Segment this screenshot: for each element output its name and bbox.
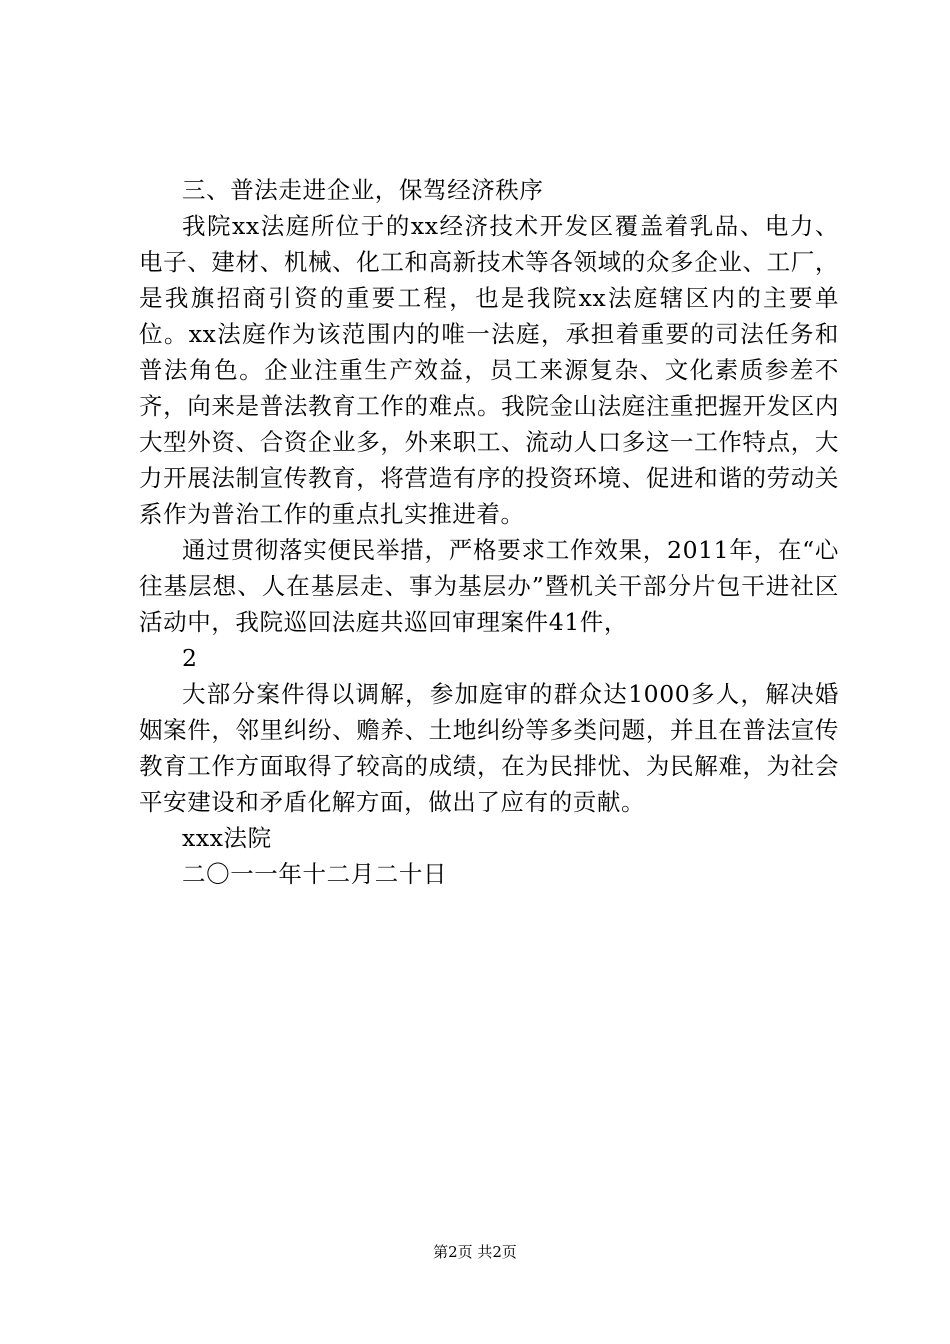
document-date: 二〇一一年十二月二十日 [182,860,448,888]
signature: xxx法院 [182,824,272,852]
page-marker: 2 [182,644,198,672]
section-heading: 三、普法走进企业，保驾经济秩序 [182,176,544,204]
paragraph-development-zone: 我院xx法庭所位于的xx经济技术开发区覆盖着乳品、电力、电子、建材、机械、化工和高新技术等各领域的众多企业、工厂，是我旗招商引资的重要工程，也是我院xx法庭辖区内的主要单位。xx法庭作为该范围内的唯一法庭，承担着重要的司法任务和普法角色。企业注重生产效益，员工来源复杂、文化素质参差不齐，向来是普法教育工作的难点。我院金山法庭注重把握开发区内大型外资、合资企业多，外来职工、流动人口多这一工作特点，大力开展法制宣传教育，将营造有序的投资环境、促进和谐的劳动关系作为普治工作的重点扎实推进着。 [139,212,839,528]
page-footer: 第2页 共2页 [433,1243,517,1261]
paragraph-circuit-court: 通过贯彻落实便民举措，严格要求工作效果，2011年，在“心往基层想、人在基层走、事为基层办”暨机关干部分片包干进社区活动中，我院巡回法庭共巡回审理案件41件， [139,536,839,636]
document-body [139,172,839,892]
paragraph-results: 大部分案件得以调解，参加庭审的群众达1000多人，解决婚姻案件，邻里纠纷、赡养、土地纠纷等多类问题，并且在普法宣传教育工作方面取得了较高的成绩，在为民排忧、为民解难，为社会平安建设和矛盾化解方面，做出了应有的贡献。 [139,680,839,816]
